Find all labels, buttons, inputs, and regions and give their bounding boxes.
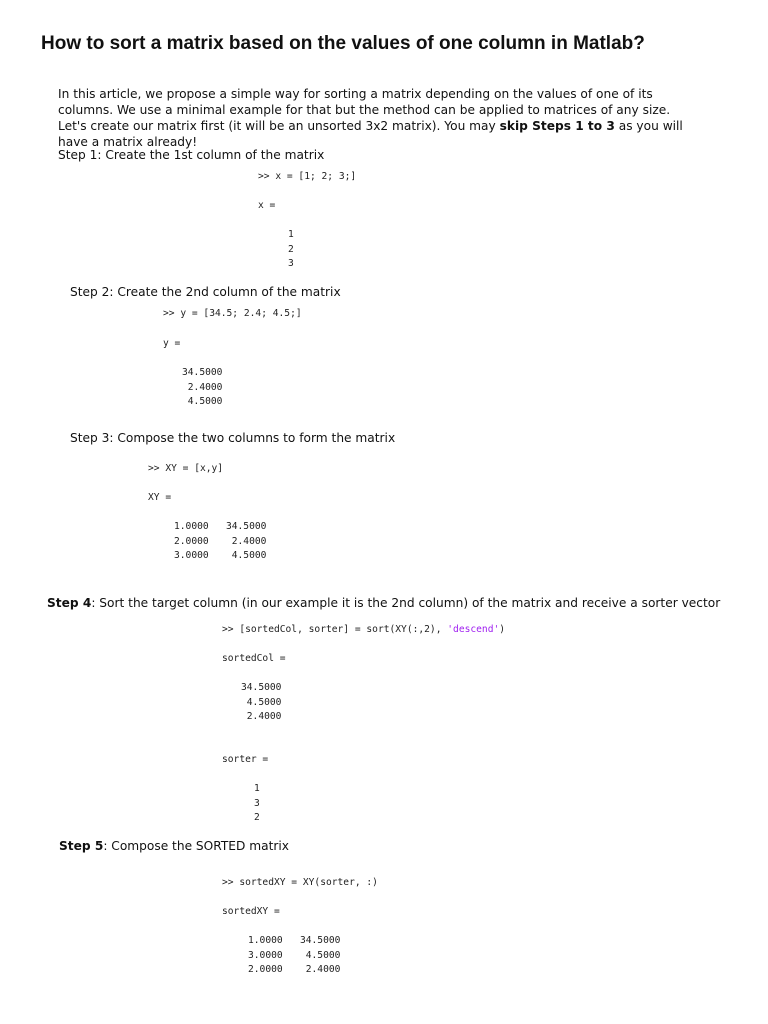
output-value: 34.5000 <box>182 367 223 378</box>
command-text: >> [sortedCol, sorter] = sort(XY(:,2), <box>222 624 448 635</box>
step5-command: >> sortedXY = XY(sorter, :) <box>222 877 378 888</box>
step5-label <box>59 839 289 853</box>
step3-var: XY = <box>148 492 172 503</box>
output-row: 2.0000 2.4000 <box>248 964 341 976</box>
output-value: 2 <box>288 243 294 255</box>
step1-label: Step 1: Create the 1st column of the matrix <box>58 148 325 162</box>
output-row: 1.0000 34.5000 <box>174 521 267 532</box>
output-value: 2 <box>254 812 260 824</box>
step3-output <box>174 520 266 564</box>
step1-var: x = <box>258 200 276 211</box>
step4-output1 <box>241 681 281 725</box>
step4-output2 <box>254 782 260 826</box>
step2-label: Step 2: Create the 2nd column of the matrix <box>70 285 341 299</box>
intro-text-end: as you will have a matrix already! <box>58 119 683 149</box>
output-value: 34.5000 <box>241 682 282 693</box>
step5-output <box>248 934 340 978</box>
output-value: 3 <box>288 258 294 270</box>
intro-line: In this article, we propose a simple way for sorting a matrix depending on the values of one of its columns. We use a minimal example for that but the method can be applied to matrices of any size. <box>58 87 671 117</box>
output-value: 4.5000 <box>241 696 282 708</box>
step4-var2: sorter = <box>222 754 269 765</box>
step4-var1: sortedCol = <box>222 653 286 664</box>
intro-line-2 <box>58 118 708 150</box>
output-row: 3.0000 4.5000 <box>248 949 341 961</box>
step2-output <box>182 366 222 410</box>
step4-command <box>222 623 505 638</box>
step4-label-text: : Sort the target column (in our example it is the 2nd column) of the matrix and receive a sorter vector <box>91 596 721 610</box>
output-value: 4.5000 <box>182 396 223 408</box>
step1-command: >> x = [1; 2; 3;] <box>258 171 357 182</box>
output-row: 1.0000 34.5000 <box>248 935 341 946</box>
output-row: 2.0000 2.4000 <box>174 535 267 547</box>
skip-steps-emphasis: skip Steps 1 to 3 <box>499 119 615 133</box>
command-string-literal: 'descend' <box>447 624 500 635</box>
intro-text: Let's create our matrix first (it will be an unsorted 3x2 matrix). You may <box>58 119 500 133</box>
step1-output <box>288 228 294 272</box>
output-value: 2.4000 <box>182 381 223 393</box>
step2-var: y = <box>163 338 181 349</box>
output-value: 3 <box>254 797 260 809</box>
step3-label: Step 3: Compose the two columns to form the matrix <box>70 431 396 445</box>
step2-command: >> y = [34.5; 2.4; 4.5;] <box>163 308 302 319</box>
output-value: 2.4000 <box>241 711 282 723</box>
step5-label-text: : Compose the SORTED matrix <box>103 839 289 853</box>
step4-label-bold: Step 4 <box>47 596 92 610</box>
step5-label-bold: Step 5 <box>59 839 104 853</box>
command-text-end: ) <box>499 624 506 635</box>
step4-label <box>47 596 720 610</box>
step3-command: >> XY = [x,y] <box>148 463 224 474</box>
step5-var: sortedXY = <box>222 906 280 917</box>
page-title: How to sort a matrix based on the values of one column in Matlab? <box>41 33 645 54</box>
intro-paragraph <box>58 86 708 150</box>
output-value: 1 <box>288 229 294 240</box>
output-value: 1 <box>254 783 260 794</box>
output-row: 3.0000 4.5000 <box>174 550 267 562</box>
